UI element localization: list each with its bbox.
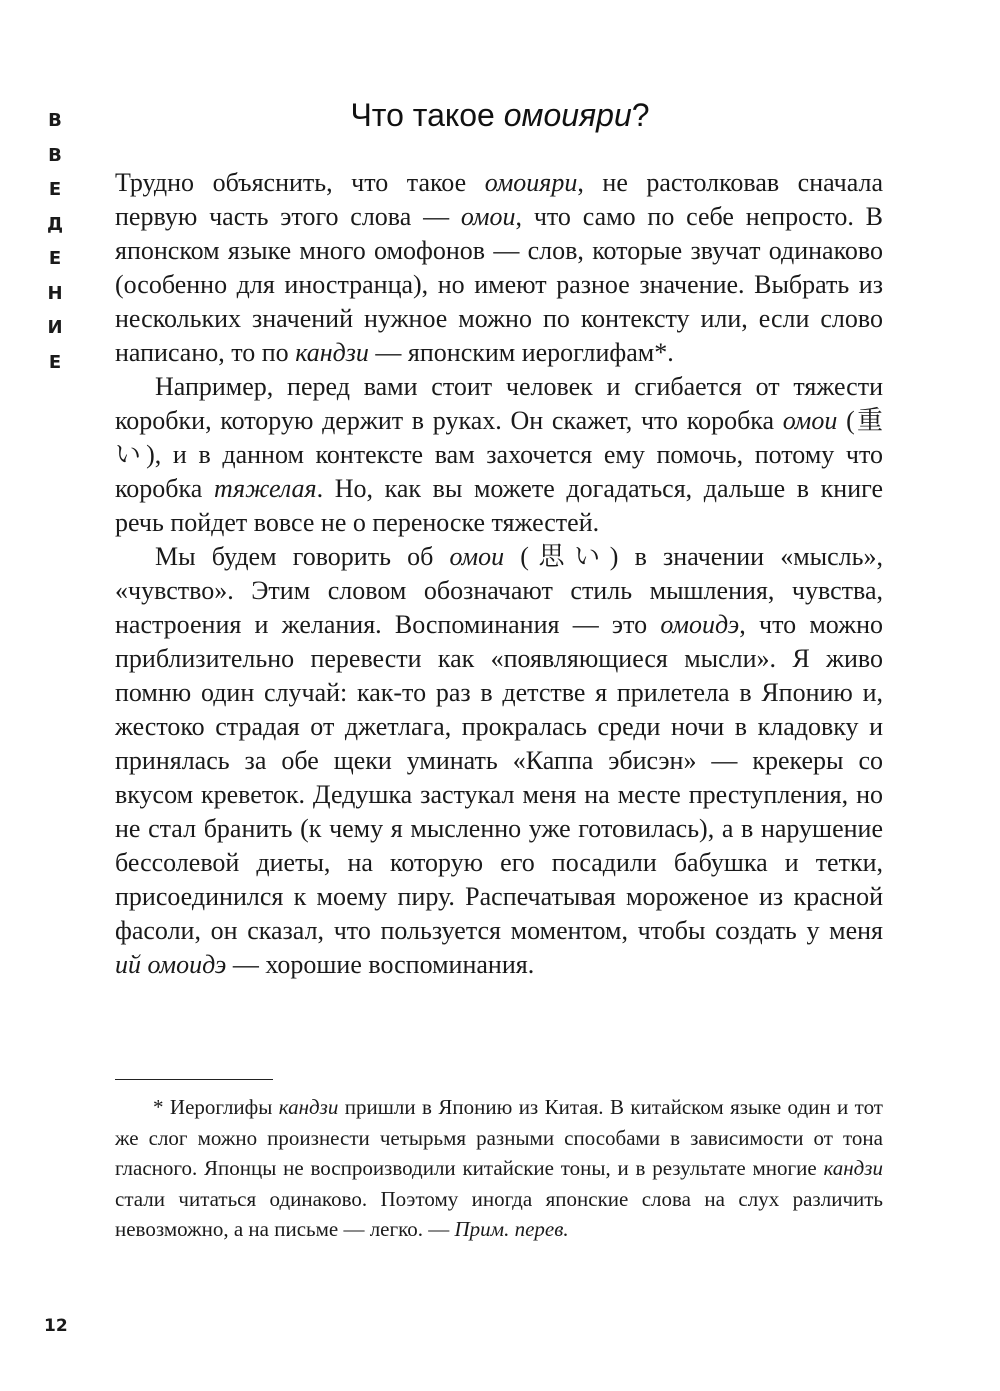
- side-label-letter: В: [48, 110, 62, 131]
- chapter-side-label: [47, 104, 63, 380]
- text-run: (思い) в значении «мысль», «чувство». Этим словом обозначают стиль мышления, чувства, настроения и желания. Воспоминания — это: [115, 542, 884, 639]
- side-label-letter: Е: [48, 248, 62, 269]
- italic-term: омои: [460, 202, 516, 231]
- paragraph: [115, 540, 883, 982]
- italic-term: тяжелая: [213, 474, 317, 503]
- side-label-letter: Н: [47, 282, 63, 304]
- side-label-letter: И: [47, 317, 63, 338]
- paragraph: [115, 166, 883, 370]
- italic-term: ий омоидэ: [115, 950, 227, 979]
- text-run: , не растолковав сначала первую часть этого слова —: [115, 168, 883, 231]
- side-label-letter: Д: [47, 213, 64, 235]
- text-run: Мы будем говорить об: [155, 542, 450, 571]
- text-run: Трудно объяснить, что такое: [115, 168, 485, 197]
- italic-term: кандзи: [295, 338, 369, 367]
- text-run: — японским иероглифам*.: [368, 338, 674, 367]
- text-run: , что само по себе непросто. В японском языке много омофонов — слов, которые звучат одинаково (особенно для иностранца), но имеют разное значение. Выбрать из нескольких значений нужное можно по контексту или, если слово написано, то по: [115, 202, 883, 367]
- text-run: (重い), и в данном контексте вам захочется ему помочь, потому что коробка: [115, 406, 883, 503]
- side-label-letter: Е: [48, 179, 62, 200]
- footnote: [115, 1092, 883, 1245]
- title-suffix: ?: [631, 97, 650, 133]
- text-run: . Но, как вы можете догадаться, дальше в книге речь пойдет вовсе не о переноске тяжестей.: [115, 474, 883, 537]
- italic-term: омои: [782, 406, 838, 435]
- text-run: , что можно приблизительно перевести как «появляющиеся мысли». Я живо помню один случай: как-то раз в детстве я прилетела в Японию и, жестоко страдая от джетлага, прокралась среди ночи в кладовку и принялась за обе щеки уминать «Каппа эбисэн» — крекеры со вкусом креветок. Дедушка застукал меня на месте преступления, но не стал бранить (к чему я мысленно уже готовилась), а в нарушение бессолевой диеты, на которую его посадили бабушка и тетки, присоединился к моему пиру. Распечатывая мороженое из красной фасоли, он сказал, что пользуется моментом, чтобы создать у меня: [115, 610, 884, 945]
- title-prefix: Что такое: [350, 97, 504, 133]
- title-italic: омоияри: [503, 97, 632, 133]
- page-number: 12: [44, 1316, 68, 1336]
- text-run: Например, перед вами стоит человек и сгибается от тяжести коробки, которую держит в руках. Он скажет, что коробка: [115, 372, 883, 435]
- italic-term: омои: [449, 542, 505, 571]
- italic-term: омоияри: [484, 168, 578, 197]
- body-text: [115, 166, 883, 982]
- side-label-letter: Е: [48, 351, 62, 373]
- side-label-letter: В: [48, 144, 62, 166]
- footnote-divider: [115, 1079, 273, 1080]
- page-title: [115, 94, 885, 136]
- italic-term: кандзи: [823, 1156, 883, 1180]
- italic-term: кандзи: [278, 1095, 339, 1119]
- text-run: * Иероглифы: [153, 1095, 279, 1119]
- text-run: стали читаться одинаково. Поэтому иногда японские слова на слух различить невозможно, а на письме — легко. —: [115, 1186, 883, 1241]
- italic-term: Прим. перев.: [454, 1217, 569, 1241]
- text-run: пришли в Японию из Китая. В китайском языке один и тот же слог можно произнести четырьмя разными способами в зависимости от тона гласного. Японцы не воспроизводили китайские тоны, и в результате многие: [115, 1095, 883, 1180]
- text-run: — хорошие воспоминания.: [226, 950, 535, 979]
- paragraph: [115, 370, 883, 540]
- italic-term: омоидэ: [660, 610, 740, 639]
